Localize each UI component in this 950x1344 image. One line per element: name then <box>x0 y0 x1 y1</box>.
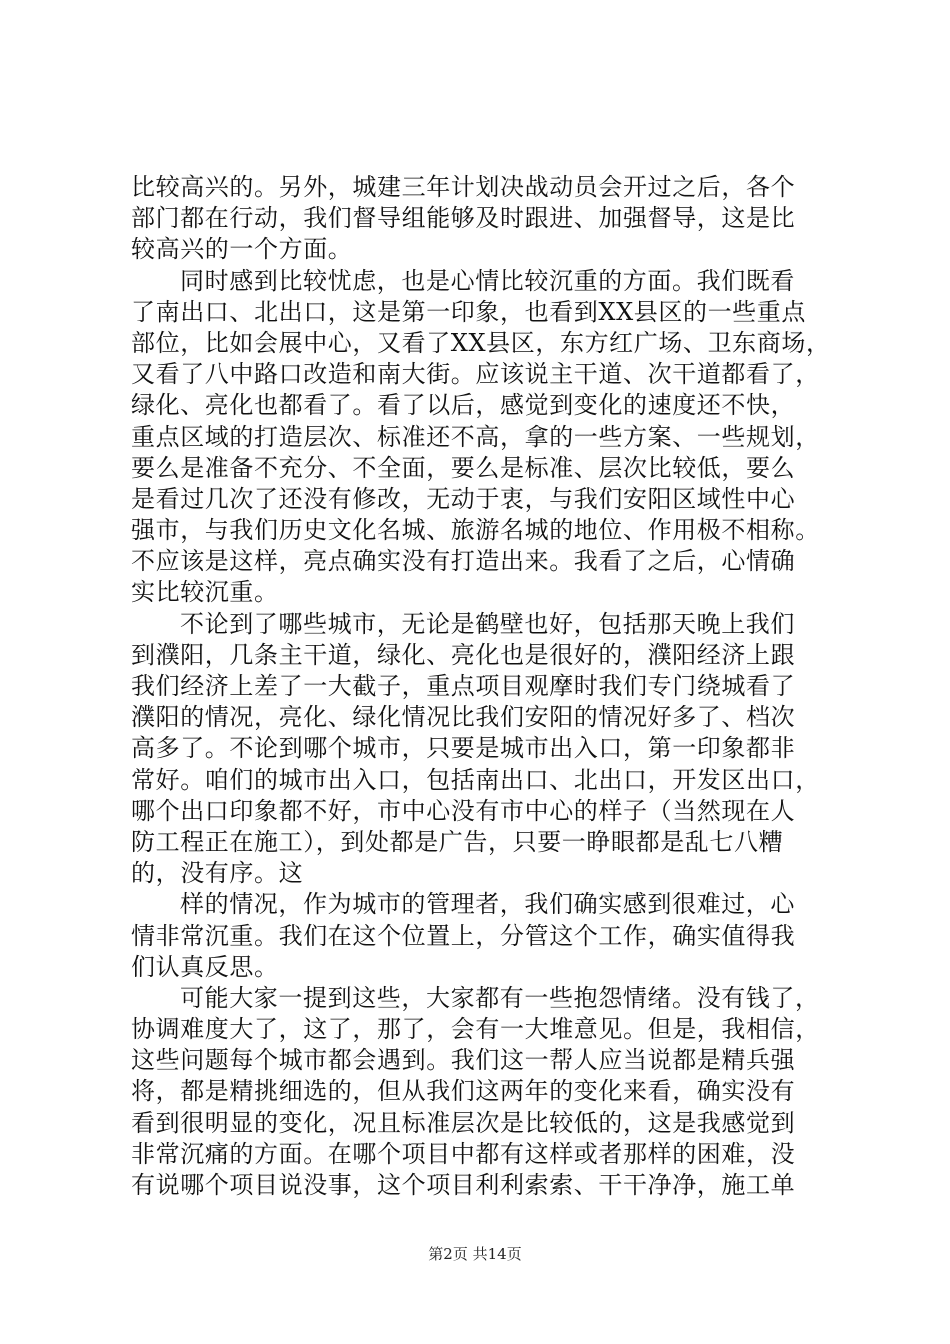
text-line: 哪个出口印象都不好，市中心没有市中心的样子（当然现在人 <box>131 796 796 825</box>
text-line: 又看了八中路口改造和南大街。应该说主干道、次干道都看了， <box>131 360 820 389</box>
text-line: 实比较沉重。 <box>131 578 279 607</box>
text-line: 到濮阳，几条主干道，绿化、亮化也是很好的，濮阳经济上跟 <box>131 640 796 669</box>
text-line: 可能大家一提到这些，大家都有一些抱怨情绪。没有钱了， <box>180 983 820 1012</box>
text-line: 的，没有序。这 <box>131 859 304 888</box>
text-line: 常好。咱们的城市出入口，包括南出口、北出口，开发区出口， <box>131 765 820 794</box>
text-line: 看到很明显的变化，况且标准层次是比较低的，这是我感觉到 <box>131 1108 796 1137</box>
text-line: 重点区域的打造层次、标准还不高，拿的一些方案、一些规划， <box>131 422 820 451</box>
text-line: 同时感到比较忧虑，也是心情比较沉重的方面。我们既看 <box>180 266 795 295</box>
document-body <box>131 172 831 1201</box>
text-line: 比较高兴的。另外，城建三年计划决战动员会开过之后，各个 <box>131 173 796 201</box>
text-line: 是看过几次了还没有修改，无动于衷，与我们安阳区域性中心 <box>131 484 796 513</box>
page-footer: 第2页 共14页 <box>428 1245 522 1263</box>
text-line: 要么是准备不充分、不全面，要么是标准、层次比较低，要么 <box>131 453 796 482</box>
text-line: 协调难度大了，这了，那了，会有一大堆意见。但是，我相信， <box>131 1015 820 1044</box>
text-line: 们认真反思。 <box>131 952 279 981</box>
text-line: 较高兴的一个方面。 <box>131 235 353 264</box>
text-line: 高多了。不论到哪个城市，只要是城市出入口，第一印象都非 <box>131 734 796 763</box>
text-line: 这些问题每个城市都会遇到。我们这一帮人应当说都是精兵强 <box>131 1046 796 1075</box>
text-line: 不论到了哪些城市，无论是鹤壁也好，包括那天晚上我们 <box>180 609 795 638</box>
text-line: 将，都是精挑细选的，但从我们这两年的变化来看，确实没有 <box>131 1077 796 1106</box>
text-line: 情非常沉重。我们在这个位置上，分管这个工作，确实值得我 <box>131 921 796 950</box>
text-line: 不应该是这样，亮点确实没有打造出来。我看了之后，心情确 <box>131 547 796 576</box>
text-line: 样的情况，作为城市的管理者，我们确实感到很难过，心 <box>180 890 795 919</box>
text-line: 非常沉痛的方面。在哪个项目中都有这样或者那样的困难，没 <box>131 1139 796 1168</box>
text-line: 部门都在行动，我们督导组能够及时跟进、加强督导，这是比 <box>131 204 796 233</box>
text-line: 绿化、亮化也都看了。看了以后，感觉到变化的速度还不快， <box>131 391 796 420</box>
text-line: 防工程正在施工），到处都是广告，只要一睁眼都是乱七八糟 <box>131 827 784 856</box>
text-line: 我们经济上差了一大截子，重点项目观摩时我们专门绕城看了 <box>131 672 796 700</box>
text-line: 强市，与我们历史文化名城、旅游名城的地位、作用极不相称。 <box>131 516 820 545</box>
text-line: 有说哪个项目说没事，这个项目利利索索、干干净净，施工单 <box>131 1171 796 1199</box>
text-line: 部位，比如会展中心，又看了XX县区，东方红广场、卫东商场， <box>131 328 831 357</box>
text-line: 濮阳的情况，亮化、绿化情况比我们安阳的情况好多了、档次 <box>131 703 796 732</box>
text-line: 了南出口、北出口，这是第一印象，也看到XX县区的一些重点 <box>131 297 806 326</box>
